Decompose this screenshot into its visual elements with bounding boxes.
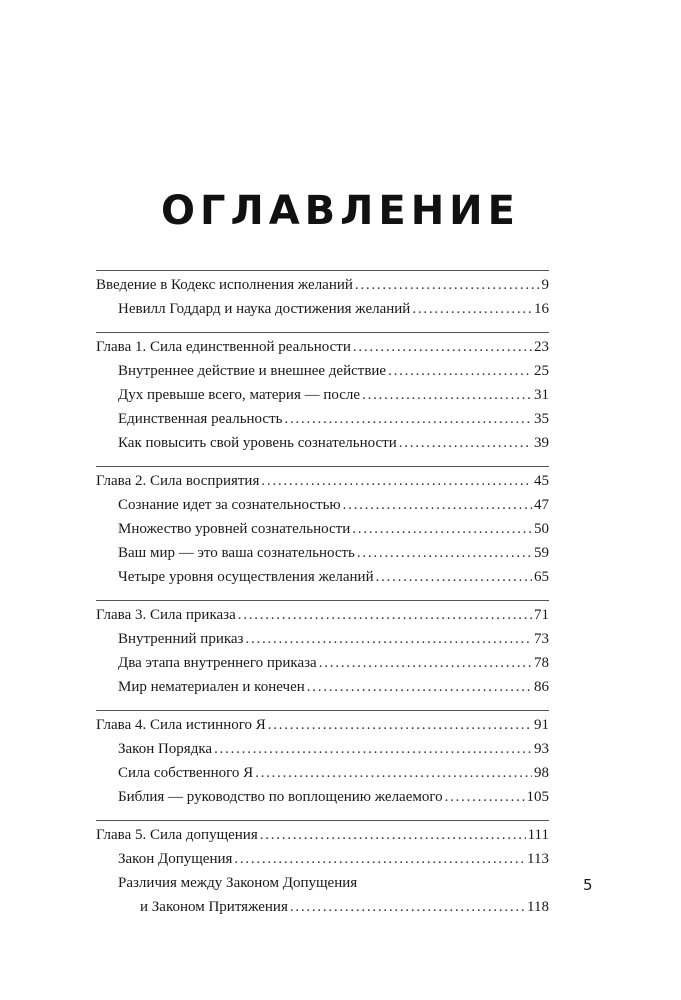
toc-section [96, 332, 549, 466]
toc-entry-title: Два этапа внутреннего приказа [118, 655, 317, 671]
page-title: ОГЛАВЛЕНИЕ [161, 188, 520, 234]
toc-entry-title-line2: и Законом Притяжения [140, 899, 288, 915]
toc-entry-page: 73 [534, 631, 549, 647]
toc-entry[interactable] [96, 851, 549, 875]
toc-entry-title: Дух превыше всего, материя — после [118, 387, 361, 403]
toc-entry[interactable] [96, 655, 549, 679]
toc-entry[interactable] [96, 741, 549, 765]
toc-entry-page: 16 [534, 301, 549, 317]
dot-leader [343, 497, 532, 514]
toc-entry-page: 45 [534, 473, 549, 489]
toc-entry-page: 91 [534, 717, 549, 733]
toc-entry-title: Глава 2. Сила восприятия [96, 473, 260, 489]
toc-entry[interactable] [96, 435, 549, 459]
table-of-contents [96, 270, 549, 930]
toc-entry-title: Как повысить свой уровень сознательности [118, 435, 397, 451]
toc-entry-page: 118 [527, 899, 549, 915]
toc-entry[interactable] [96, 875, 549, 923]
toc-section [96, 710, 549, 820]
dot-leader [357, 545, 532, 562]
dot-leader [214, 741, 532, 758]
toc-entry-title: Глава 4. Сила истинного Я [96, 717, 266, 733]
dot-leader [353, 339, 532, 356]
toc-entry[interactable] [96, 545, 549, 569]
toc-section [96, 600, 549, 710]
toc-entry-title: Закон Порядка [118, 741, 213, 757]
toc-entry-title: Глава 3. Сила приказа [96, 607, 236, 623]
toc-section [96, 820, 549, 930]
dot-leader [238, 607, 532, 624]
toc-entry-page: 39 [534, 435, 549, 451]
toc-entry[interactable] [96, 387, 549, 411]
toc-entry-page: 9 [541, 277, 549, 293]
toc-entry-page: 35 [534, 411, 549, 427]
toc-entry[interactable] [96, 339, 549, 363]
toc-entry-title: Закон Допущения [118, 851, 233, 867]
toc-entry[interactable] [96, 717, 549, 741]
toc-entry[interactable] [96, 607, 549, 631]
toc-entry-title: Мир нематериален и конечен [118, 679, 305, 695]
toc-entry-title: Ваш мир — это ваша сознательность [118, 545, 355, 561]
toc-entry-title-continuation [118, 899, 549, 923]
toc-entry-page: 113 [527, 851, 549, 867]
toc-entry-page: 86 [534, 679, 549, 695]
dot-leader [261, 473, 532, 490]
toc-entry-title: Сознание идет за сознательностью [118, 497, 341, 513]
toc-entry[interactable] [96, 569, 549, 593]
toc-entry[interactable] [96, 363, 549, 387]
dot-leader [376, 569, 532, 586]
dot-leader [255, 765, 532, 782]
toc-section [96, 466, 549, 600]
toc-entry-title: Внутреннее действие и внешнее действие [118, 363, 387, 379]
toc-entry-page: 59 [534, 545, 549, 561]
page-number: 5 [583, 876, 593, 894]
toc-entry-title: Невилл Годдард и наука достижения желаний [118, 301, 411, 317]
toc-entry-title: Глава 1. Сила единственной реальности [96, 339, 351, 355]
toc-entry-title: Глава 5. Сила допущения [96, 827, 258, 843]
toc-entry[interactable] [96, 631, 549, 655]
toc-entry-title: Сила собственного Я [118, 765, 254, 781]
toc-entry-title: Библия — руководство по воплощению желаемого [118, 789, 443, 805]
dot-leader [290, 899, 525, 916]
dot-leader [285, 411, 533, 428]
toc-entry[interactable] [96, 411, 549, 435]
toc-entry-page: 47 [534, 497, 549, 513]
dot-leader [246, 631, 533, 648]
toc-entry[interactable] [96, 473, 549, 497]
toc-entry-page: 23 [534, 339, 549, 355]
toc-entry-page: 105 [526, 789, 549, 805]
toc-entry-page: 98 [534, 765, 549, 781]
toc-entry[interactable] [96, 277, 549, 301]
toc-entry[interactable] [96, 301, 549, 325]
toc-entry[interactable] [96, 497, 549, 521]
dot-leader [362, 387, 532, 404]
dot-leader [399, 435, 532, 452]
toc-entry[interactable] [96, 679, 549, 703]
dot-leader [260, 827, 526, 844]
dot-leader [319, 655, 532, 672]
dot-leader [234, 851, 525, 868]
toc-entry[interactable] [96, 521, 549, 545]
toc-entry-page: 25 [534, 363, 549, 379]
toc-entry-title: Различия между Законом Допущения [118, 875, 358, 891]
toc-entry-title: Внутренний приказ [118, 631, 244, 647]
toc-entry-page: 65 [534, 569, 549, 585]
dot-leader [307, 679, 532, 696]
toc-entry-page: 93 [534, 741, 549, 757]
dot-leader [412, 301, 532, 318]
toc-entry-title: Введение в Кодекс исполнения желаний [96, 277, 353, 293]
dot-leader [355, 277, 540, 294]
dot-leader [445, 789, 525, 806]
toc-section [96, 270, 549, 332]
dot-leader [388, 363, 532, 380]
toc-entry-title: Единственная реальность [118, 411, 283, 427]
toc-entry-title: Четыре уровня осуществления желаний [118, 569, 374, 585]
toc-entry-page: 50 [534, 521, 549, 537]
dot-leader [352, 521, 532, 538]
toc-entry-page: 71 [534, 607, 549, 623]
toc-entry-page: 31 [534, 387, 549, 403]
dot-leader [268, 717, 532, 734]
toc-entry-title: Множество уровней сознательности [118, 521, 351, 537]
toc-entry-page: 78 [534, 655, 549, 671]
toc-entry[interactable] [96, 789, 549, 813]
toc-entry[interactable] [96, 765, 549, 789]
toc-entry[interactable] [96, 827, 549, 851]
toc-entry-page: 111 [527, 827, 549, 843]
